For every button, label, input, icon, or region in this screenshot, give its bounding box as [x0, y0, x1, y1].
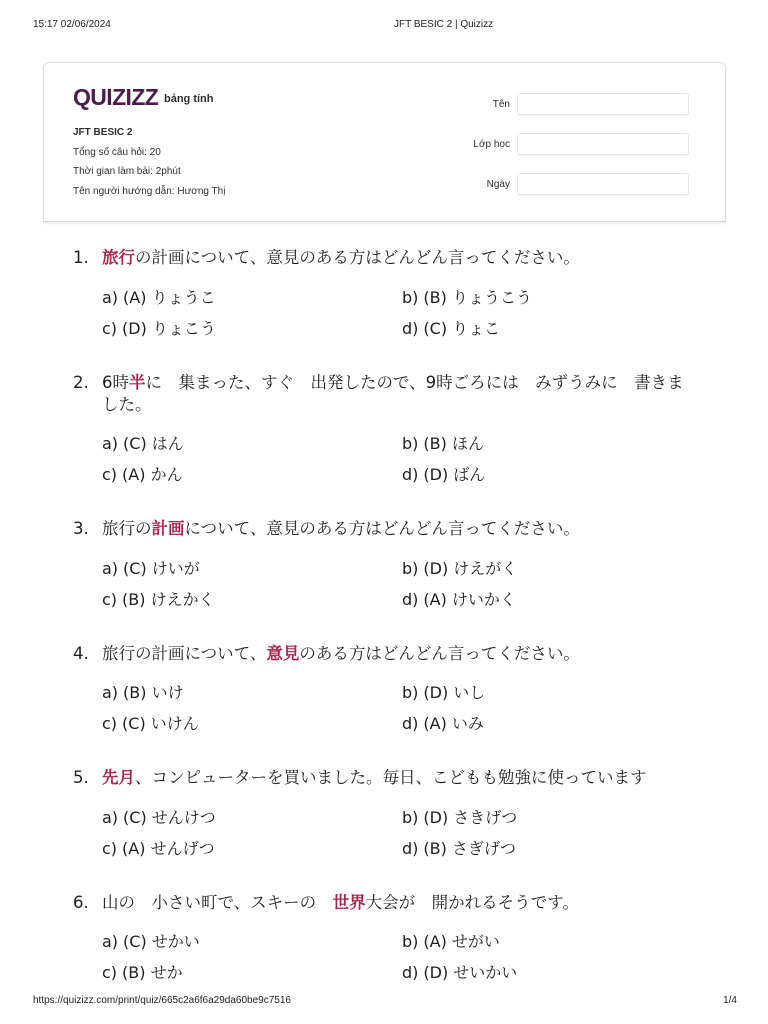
question-prompt — [73, 372, 695, 416]
question-text-segment: に 集まった、すぐ 出発したので、9時ごろには みずうみに 書きました。 — [102, 372, 684, 414]
option-letter: d) — [402, 838, 419, 858]
question-text-segment: の計画について、意見のある方はどんどん言ってください。 — [135, 248, 580, 267]
option-b — [402, 282, 702, 313]
worksheet-header — [43, 62, 726, 222]
option-a — [102, 282, 402, 313]
name-field[interactable] — [517, 93, 689, 115]
question-prompt — [73, 518, 695, 540]
option-letter: c) — [102, 465, 118, 484]
option-letter: d) — [402, 318, 419, 338]
option-d — [402, 708, 702, 739]
print-page-title: JFT BESIC 2 | Quizizz — [394, 19, 494, 30]
question-number: 6. — [73, 892, 89, 912]
option-c — [102, 708, 402, 739]
option-letter: c) — [102, 963, 118, 982]
option-text: (D) さきげつ — [423, 807, 518, 827]
question-text-segment: 山の 小さい町で、スキーの — [102, 892, 333, 912]
question-text-segment: 6時 — [102, 372, 129, 392]
worksheet-type-label: bảng tính — [164, 93, 214, 105]
question-5 — [73, 767, 695, 864]
option-letter: b) — [402, 558, 419, 578]
option-letter: d) — [402, 465, 419, 484]
option-a — [102, 677, 402, 708]
answer-options — [102, 677, 695, 739]
option-letter: b) — [402, 683, 419, 702]
print-page-url: https://quizizz.com/print/quiz/665c2a6f6a29da60be9c7516 — [33, 995, 291, 1006]
option-c — [102, 313, 402, 344]
option-c — [102, 957, 402, 988]
question-prompt — [73, 643, 695, 665]
option-text: (A) せがい — [423, 932, 500, 951]
question-number: 1. — [73, 248, 89, 267]
question-text — [102, 643, 695, 665]
question-text-segment: 、コンピューターを買いました。毎日、こどもも勉強に使っています — [135, 768, 647, 787]
option-letter: c) — [102, 318, 118, 338]
option-letter: a) — [102, 434, 119, 453]
question-text-segment: 旅行の — [102, 519, 152, 538]
option-c — [102, 459, 402, 490]
answer-options — [102, 926, 695, 988]
option-text: (B) ほん — [423, 434, 484, 453]
option-text: (A) せんげつ — [122, 838, 215, 858]
print-page-number: 1/4 — [723, 995, 737, 1006]
question-text — [102, 767, 695, 789]
option-b — [402, 428, 702, 459]
highlighted-word: 計画 — [151, 519, 185, 538]
question-text-segment: について、意見のある方はどんどん言ってください。 — [184, 519, 580, 538]
option-a — [102, 553, 402, 584]
time-limit: Thời gian làm bài: 2phút — [73, 166, 181, 177]
date-field-label: Ngày — [486, 178, 510, 190]
question-prompt — [73, 892, 695, 914]
option-letter: d) — [402, 714, 419, 733]
question-text — [102, 892, 695, 914]
question-2 — [73, 372, 695, 491]
option-letter: c) — [102, 714, 118, 733]
question-number: 3. — [73, 519, 89, 538]
question-text — [102, 518, 695, 540]
option-text: (A) けいかく — [423, 589, 516, 609]
option-letter: b) — [402, 807, 419, 827]
question-count: Tổng số câu hỏi: 20 — [73, 147, 161, 158]
option-text: (A) かん — [122, 465, 183, 484]
option-letter: a) — [102, 558, 119, 578]
option-a — [102, 926, 402, 957]
option-text: (A) いみ — [423, 714, 484, 733]
option-c — [102, 833, 402, 864]
class-field-row — [424, 133, 716, 155]
option-text: (C) せんけつ — [123, 807, 216, 827]
instructor-name: Tên người hướng dẫn: Hương Thị — [73, 186, 226, 197]
question-text — [102, 372, 695, 416]
option-text: (B) けえかく — [122, 589, 215, 609]
option-text: (B) さぎげつ — [423, 838, 516, 858]
option-letter: c) — [102, 838, 118, 858]
name-field-label: Tên — [492, 98, 510, 110]
question-text — [102, 247, 695, 269]
option-text: (C) せかい — [123, 932, 200, 951]
question-text-segment: 大会が 開かれるそうです。 — [365, 892, 579, 912]
option-b — [402, 926, 702, 957]
class-field[interactable] — [517, 133, 689, 155]
option-text: (C) いけん — [122, 714, 199, 733]
option-d — [402, 313, 702, 344]
question-1 — [73, 247, 695, 344]
option-c — [102, 584, 402, 615]
option-text: (D) いし — [423, 683, 486, 702]
option-letter: b) — [402, 932, 419, 951]
quizizz-logo: QUIZIZZ — [73, 84, 159, 110]
quiz-title: JFT BESIC 2 — [73, 127, 133, 138]
highlighted-word: 意見 — [266, 643, 300, 663]
answer-options — [102, 282, 695, 344]
question-number: 2. — [73, 372, 89, 392]
option-text: (B) いけ — [123, 683, 184, 702]
highlighted-word: 先月 — [102, 768, 135, 787]
option-b — [402, 553, 702, 584]
option-text: (B) せか — [122, 963, 183, 982]
option-d — [402, 584, 702, 615]
option-text: (D) けえがく — [423, 558, 518, 578]
question-3 — [73, 518, 695, 615]
highlighted-word: 半 — [129, 372, 146, 392]
option-b — [402, 802, 702, 833]
question-number: 5. — [73, 768, 89, 787]
question-4 — [73, 643, 695, 740]
option-a — [102, 802, 402, 833]
question-6 — [73, 892, 695, 989]
answer-options — [102, 553, 695, 615]
option-text: (C) りょこ — [423, 318, 501, 338]
print-datetime: 15:17 02/06/2024 — [33, 19, 111, 30]
question-prompt — [73, 767, 695, 789]
option-letter: b) — [402, 434, 419, 453]
question-text-segment: のある方はどんどん言ってください。 — [299, 643, 580, 663]
highlighted-word: 旅行 — [102, 248, 135, 267]
option-letter: a) — [102, 807, 119, 827]
option-letter: c) — [102, 589, 118, 609]
question-list — [73, 247, 695, 1016]
option-d — [402, 459, 702, 490]
date-field-row — [424, 173, 716, 195]
option-letter: d) — [402, 589, 419, 609]
question-text-segment: 旅行の計画について、 — [102, 643, 267, 663]
answer-options — [102, 428, 695, 490]
option-letter: a) — [102, 287, 119, 307]
highlighted-word: 世界 — [332, 892, 366, 912]
answer-options — [102, 802, 695, 864]
option-b — [402, 677, 702, 708]
option-text: (A) りょうこ — [123, 287, 216, 307]
option-letter: b) — [402, 287, 419, 307]
option-letter: a) — [102, 932, 119, 951]
question-number: 4. — [73, 643, 89, 663]
option-letter: a) — [102, 683, 119, 702]
option-letter: d) — [402, 963, 419, 982]
date-field[interactable] — [517, 173, 689, 195]
option-text: (B) りょうこう — [423, 287, 532, 307]
option-text: (D) ばん — [423, 465, 486, 484]
name-field-row — [424, 93, 716, 115]
option-d — [402, 833, 702, 864]
question-prompt — [73, 247, 695, 269]
option-text: (C) けいが — [123, 558, 200, 578]
option-text: (C) はん — [123, 434, 184, 453]
option-a — [102, 428, 402, 459]
class-field-label: Lớp học — [473, 138, 510, 150]
option-d — [402, 957, 702, 988]
option-text: (D) りょこう — [122, 318, 216, 338]
student-info-fields — [424, 93, 716, 213]
option-text: (D) せいかい — [423, 963, 518, 982]
